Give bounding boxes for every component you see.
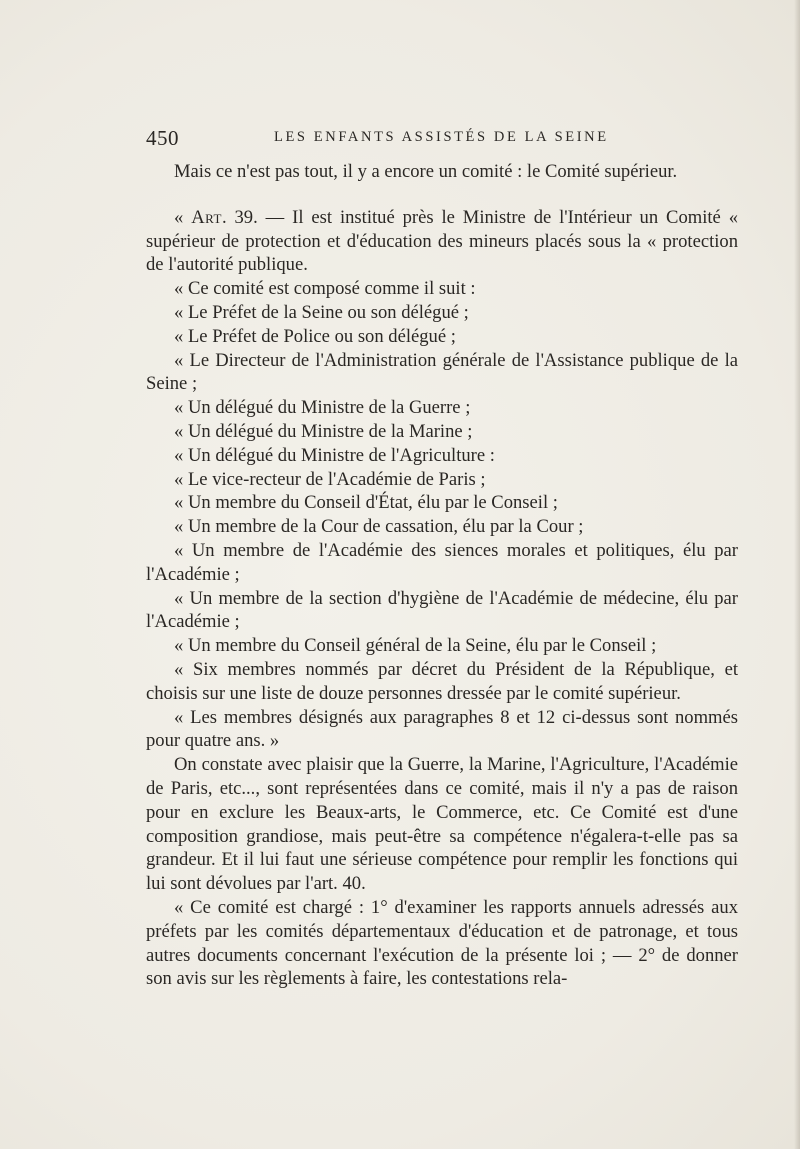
paragraph-article-39 (146, 206, 738, 277)
list-item-conseil-etat: « Un membre du Conseil d'État, élu par le Conseil ; (174, 492, 558, 514)
paragraph-mandate: « Les membres désignés aux paragraphes 8 et 12 ci-dessus sont nommés pour quatre ans. » (146, 706, 738, 752)
page-number: 450 (146, 126, 179, 150)
list-item-conseil-general: « Un membre du Conseil général de la Seine, élu par le Conseil ; (174, 635, 657, 657)
list-item-agriculture: « Un délégué du Ministre de l'Agriculture : (174, 444, 495, 466)
quote-open: « (174, 206, 192, 228)
running-head: LES ENFANTS ASSISTÉS DE LA SEINE (274, 129, 609, 145)
paragraph-intro: Mais ce n'est pas tout, il y a encore un comité : le Comité supérieur. (174, 161, 678, 182)
list-item-directeur-assistance: « Le Directeur de l'Administration générale de l'Assistance publique de la Seine ; (146, 349, 738, 395)
body-text (146, 160, 738, 991)
list-item-guerre: « Un délégué du Ministre de la Guerre ; (174, 397, 471, 419)
paragraph-commentary: On constate avec plaisir que la Guerre, la Marine, l'Agriculture, l'Académie de Paris, etc..., sont représentées dans ce comité, mais il n'y a pas de raison pour en exclure les Beaux-arts, le Commerce, etc. Ce Comité est d'une composition grandiose, mais peut-être sa compétence n'égalera-t-elle pas sa grandeur. Et il lui faut une sérieuse compétence pour remplir les fonctions qui lui sont dévolues par l'art. 40. (146, 754, 738, 895)
list-item-marine: « Un délégué du Ministre de la Marine ; (174, 420, 473, 442)
list-item-prefet-police: « Le Préfet de Police ou son délégué ; (174, 325, 456, 347)
list-item-vice-recteur: « Le vice-recteur de l'Académie de Paris ; (174, 468, 486, 490)
paragraph-article-40: « Ce comité est chargé : 1° d'examiner les rapports annuels adressés aux préfets par les comités départementaux d'éducation et de patronage, et tous autres documents concernant l'exécution de la présente loi ; — 2° de donner son avis sur les règlements à faire, les contestations rela- (146, 896, 738, 990)
paragraph-composition: « Ce comité est composé comme il suit : (174, 278, 476, 300)
page-header (146, 126, 736, 150)
list-item-academie-medecine: « Un membre de la section d'hygiène de l'Académie de médecine, élu par l'Académie ; (146, 587, 738, 633)
list-item-cour-cassation: « Un membre de la Cour de cassation, élu par la Cour ; (174, 516, 584, 538)
article-abbrev: Art (191, 206, 222, 228)
article-39-text: . 39. — Il est institué près le Ministre de l'Intérieur un Comité « supérieur de protection et d'éducation des mineurs placés sous la « protection de l'autorité publique. (146, 206, 738, 276)
list-item-prefet-seine: « Le Préfet de la Seine ou son délégué ; (174, 301, 469, 323)
list-item-academie-sciences: « Un membre de l'Académie des siences morales et politiques, élu par l'Académie ; (146, 539, 738, 585)
list-item-six-membres: « Six membres nommés par décret du Président de la République, et choisis sur une liste de douze personnes dressée par le comité supérieur. (146, 658, 738, 704)
page-edge-shadow (794, 0, 800, 1149)
